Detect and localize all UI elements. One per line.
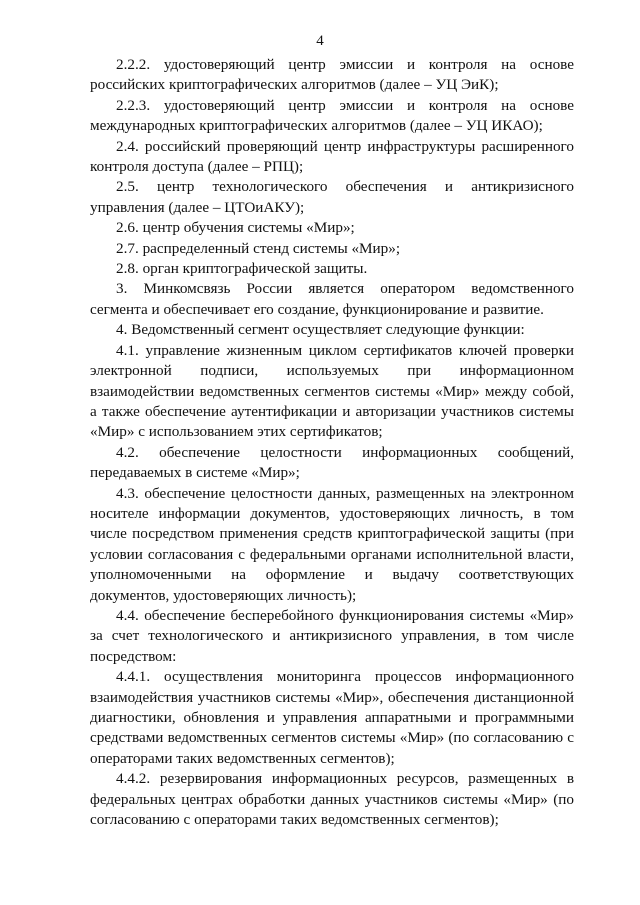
- paragraph-2-4: 2.4. российский проверяющий центр инфраструктуры расширенного контроля доступа (далее – РПЦ);: [90, 137, 574, 176]
- paragraph-4: 4. Ведомственный сегмент осуществляет следующие функции:: [116, 321, 525, 339]
- paragraph-2-7: 2.7. распределенный стенд системы «Мир»;: [116, 239, 401, 257]
- paragraph-4-4-1: 4.4.1. осуществления мониторинга процессов информационного взаимодействия участников системы «Мир», обеспечения дистанционной диагностики, обновления и управления аппаратными и программными средствами ведомственных сегментов системы «Мир» (по согласованию с операторами таких ведомственных сегментов);: [90, 668, 574, 767]
- paragraph-2-6: 2.6. центр обучения системы «Мир»;: [116, 219, 355, 237]
- paragraph-3: 3. Минкомсвязь России является оператором ведомственного сегмента и обеспечивает его создание, функционирование и развитие.: [90, 280, 574, 318]
- paragraph-2-2-3: 2.2.3. удостоверяющий центр эмиссии и контроля на основе международных криптографических алгоритмов (далее – УЦ ИКАО);: [90, 96, 574, 135]
- paragraph-4-4-2: 4.4.2. резервирования информационных ресурсов, размещенных в федеральных центрах обработки данных участников системы «Мир» (по согласованию с операторами таких ведомственных сегментов);: [90, 770, 574, 829]
- document-body: [90, 55, 574, 830]
- page-number: 4: [316, 33, 324, 49]
- paragraph-4-4: 4.4. обеспечение бесперебойного функционирования системы «Мир» за счет технологического и антикризисного управления, в том числе посредством:: [90, 606, 574, 665]
- paragraph-4-1: 4.1. управление жизненным циклом сертификатов ключей проверки электронной подписи, используемых при информационном взаимодействии ведомственных сегментов системы «Мир» между собой, а также обеспечение аутентификации и авторизации участников системы «Мир» с использованием этих сертификатов;: [90, 341, 574, 441]
- paragraph-4-3: 4.3. обеспечение целостности данных, размещенных на электронном носителе информации документов, удостоверяющих личность, в том числе посредством применения средств криптографической защиты (при условии согласования с федеральными органами исполнительной власти, уполномоченными на оформление и выдачу соответствующих документов, удостоверяющих личность);: [90, 484, 574, 604]
- paragraph-2-5: 2.5. центр технологического обеспечения и антикризисного управления (далее – ЦТОиАКУ);: [90, 178, 574, 216]
- paragraph-4-2: 4.2. обеспечение целостности информационных сообщений, передаваемых в системе «Мир»;: [90, 443, 574, 482]
- paragraph-2-2-2: 2.2.2. удостоверяющий центр эмиссии и контроля на основе российских криптографических алгоритмов (далее – УЦ ЭиК);: [90, 56, 574, 94]
- paragraph-2-8: 2.8. орган криптографической защиты.: [116, 260, 368, 278]
